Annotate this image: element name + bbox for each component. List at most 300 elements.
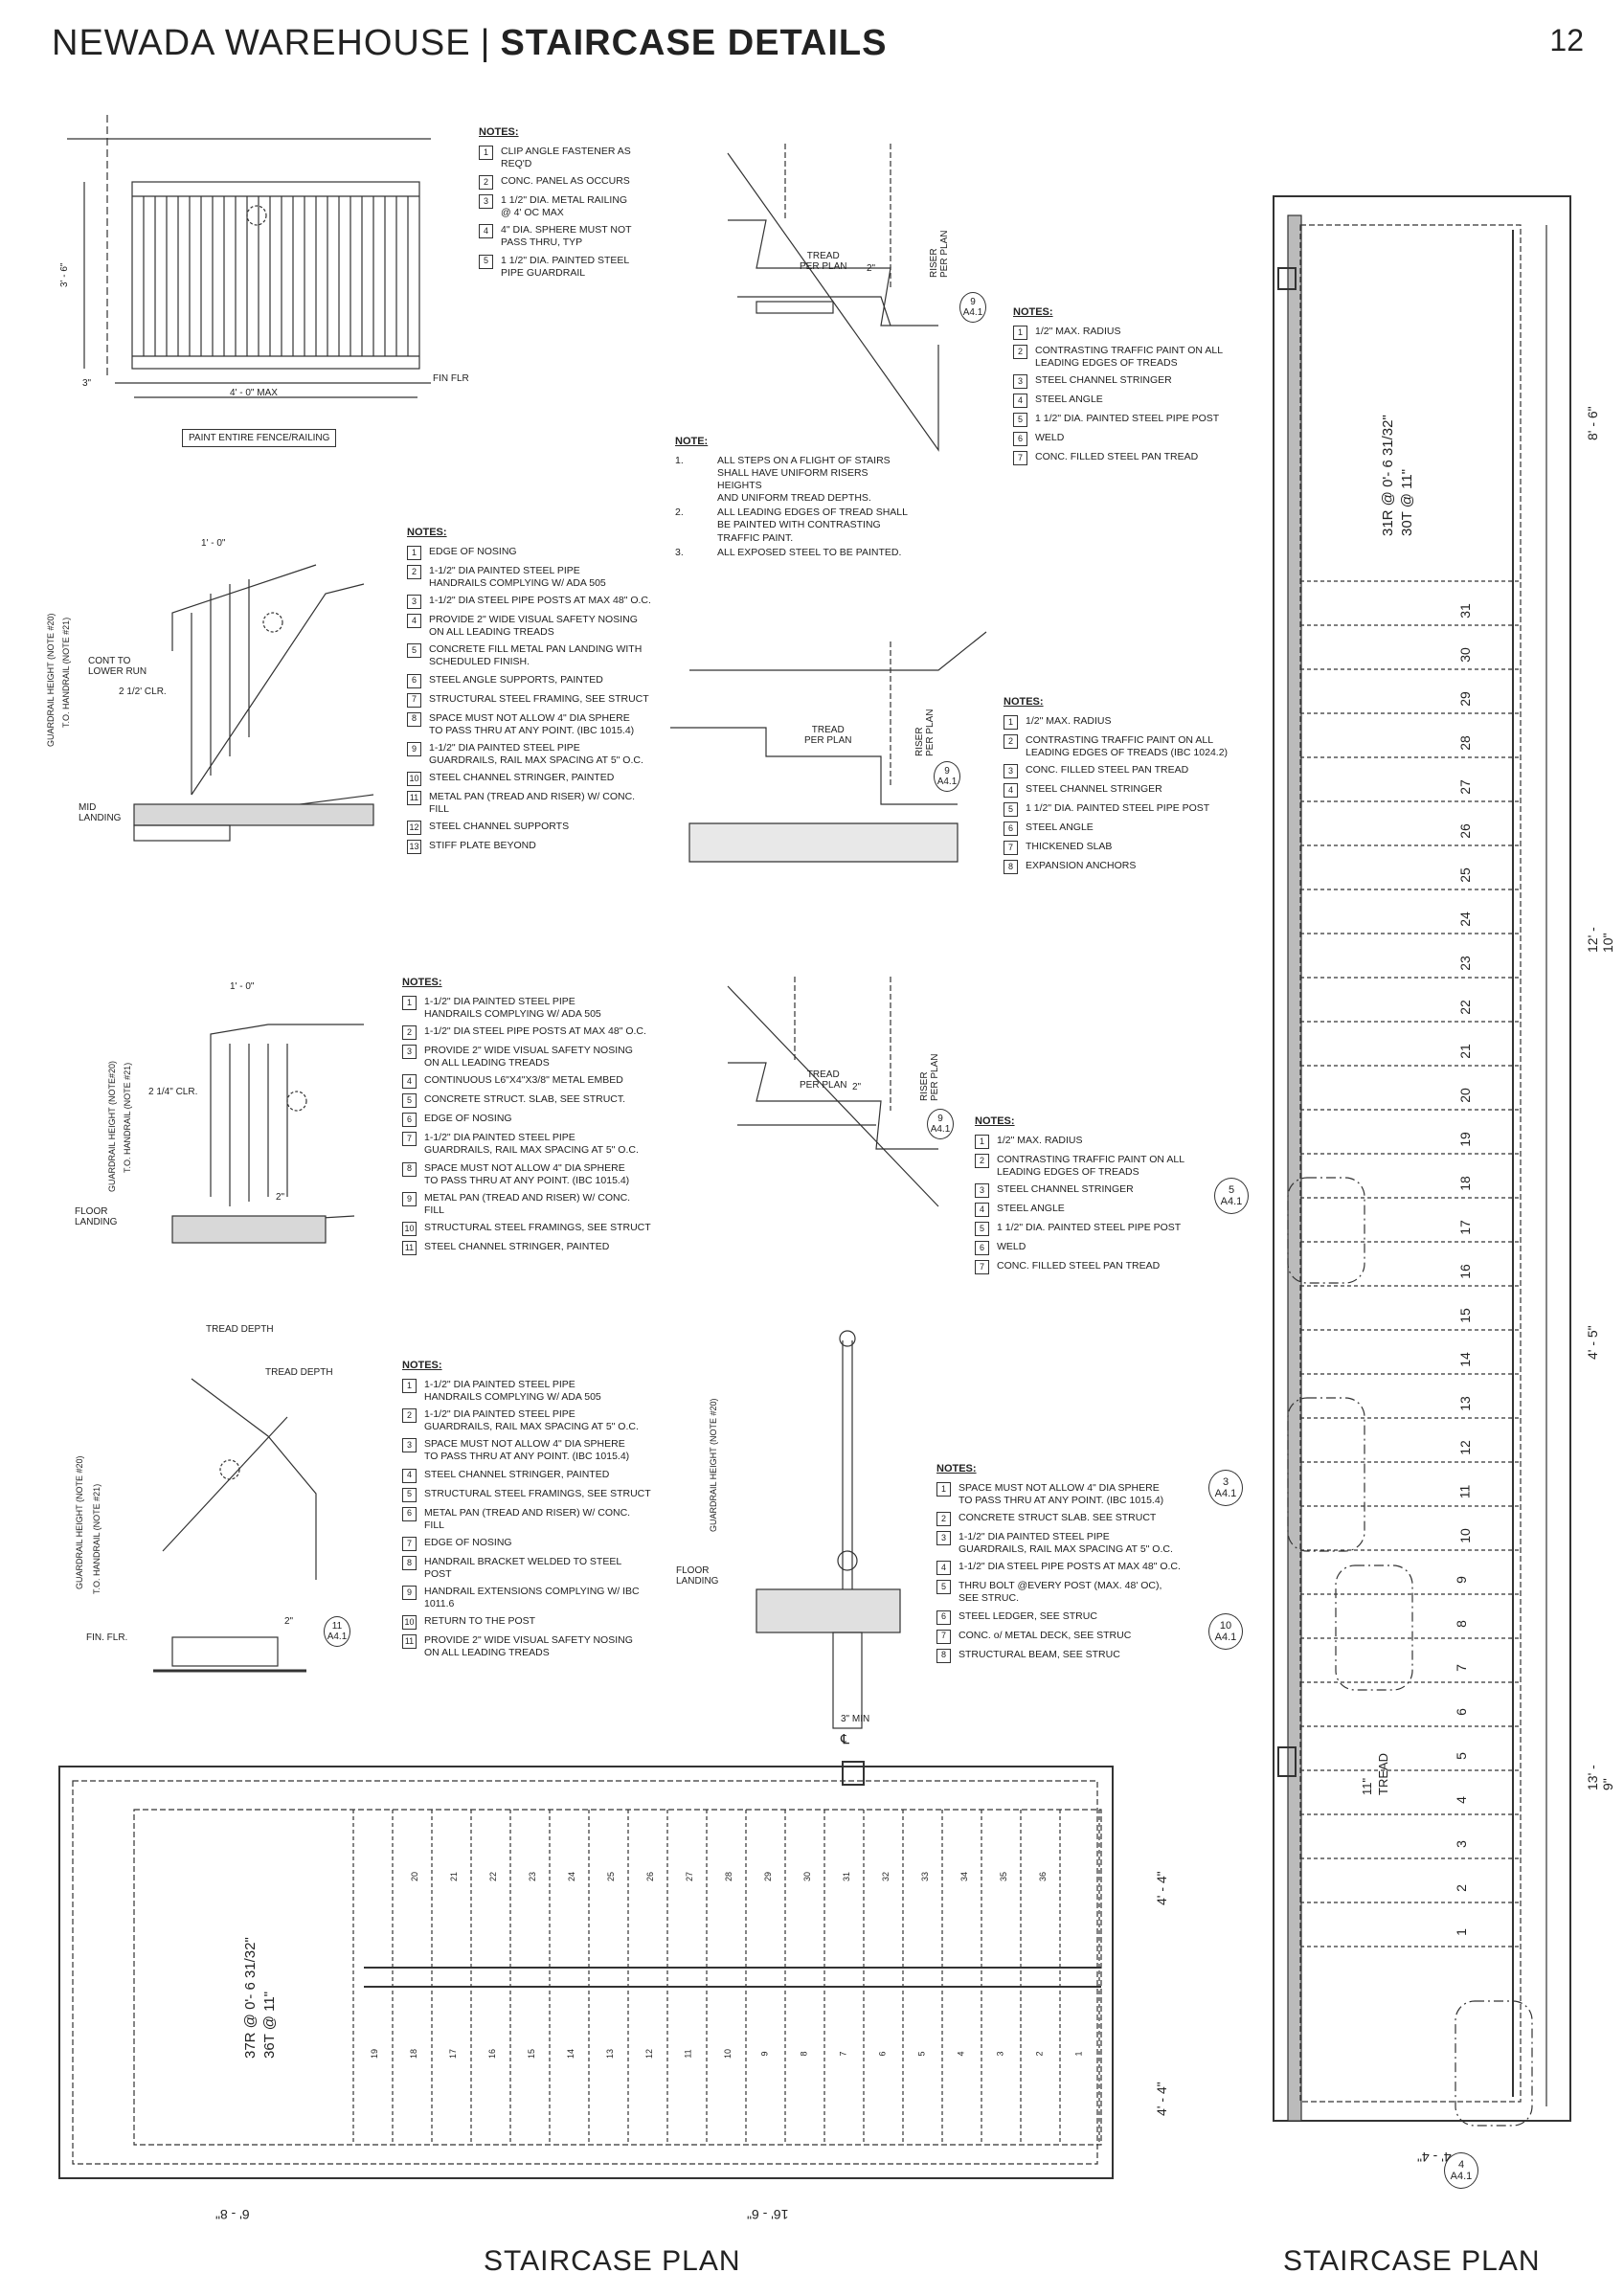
note-text: METAL PAN (TREAD AND RISER) W/ CONC. FILL xyxy=(424,1506,631,1531)
note-number: 3 xyxy=(407,595,421,609)
note-number: 4 xyxy=(1013,394,1027,408)
tread-number: 13 xyxy=(605,2048,616,2060)
step-number: 26 xyxy=(1456,823,1473,839)
note-number: 4 xyxy=(402,1469,417,1483)
note-text: 1-1/2" DIA STEEL PIPE POSTS AT MAX 48" O.C. xyxy=(959,1561,1181,1573)
step-number: 9 xyxy=(1453,1576,1469,1584)
tread-number: 25 xyxy=(606,1871,617,1882)
general-note-item xyxy=(675,547,914,559)
note-item xyxy=(1013,413,1243,427)
tread-number: 12 xyxy=(644,2048,655,2060)
sheet-title: STAIRCASE DETAILS xyxy=(500,23,888,63)
note-text: STEEL CHANNEL STRINGER xyxy=(1035,374,1172,386)
d7-guard: GUARDRAIL HEIGHT (NOTE #20) xyxy=(75,1455,84,1589)
note-text: EDGE OF NOSING xyxy=(424,1536,512,1548)
d8-guard: GUARDRAIL HEIGHT (NOTE #20) xyxy=(709,1398,718,1532)
note-text: 1-1/2" DIA STEEL PIPE POSTS AT MAX 48" O.C. xyxy=(429,595,651,606)
tread-number: 33 xyxy=(920,1871,931,1882)
note-number: 9 xyxy=(402,1586,417,1600)
detail-ref-bubble: 4 A4.1 xyxy=(1444,2152,1478,2189)
tread-number: 7 xyxy=(838,2051,848,2057)
note-item xyxy=(1013,374,1243,389)
note-item xyxy=(975,1241,1205,1255)
note-number: 1 xyxy=(936,1482,951,1497)
note-number: 2 xyxy=(479,175,493,190)
tread-number: 35 xyxy=(999,1871,1009,1882)
note-number: 6 xyxy=(975,1241,989,1255)
note-number: 4 xyxy=(936,1561,951,1575)
step-number: 16 xyxy=(1456,1264,1473,1279)
d3-cont: CONT TO LOWER RUN xyxy=(88,656,147,677)
notes-list xyxy=(975,1135,1205,1274)
detail-3-notes xyxy=(407,527,656,859)
note-text: STEEL CHANNEL SUPPORTS xyxy=(429,821,570,833)
note-text: SPACE MUST NOT ALLOW 4" DIA SPHERE TO PASS THRU AT ANY POINT. (IBC 1015.4) xyxy=(429,711,635,736)
note-text: 1-1/2" DIA PAINTED STEEL PIPE GUARDRAILS, RAIL MAX SPACING AT 5" O.C. xyxy=(959,1531,1173,1556)
note-text: SPACE MUST NOT ALLOW 4" DIA SPHERE TO PASS THRU AT ANY POINT. (IBC 1015.4) xyxy=(959,1481,1164,1506)
d7-tread-depth-1: TREAD DEPTH xyxy=(206,1324,274,1335)
notes-title: NOTES: xyxy=(402,977,442,988)
note-number: 5 xyxy=(407,643,421,658)
notes-title: NOTES: xyxy=(407,527,447,538)
step-number: 10 xyxy=(1456,1528,1473,1543)
step-number: 4 xyxy=(1453,1796,1469,1804)
note-text: HANDRAIL EXTENSIONS COMPLYING W/ IBC 1011.6 xyxy=(424,1586,640,1610)
note-item xyxy=(402,1507,651,1532)
detail-3-mid-landing xyxy=(134,565,373,841)
note-text: STEEL CHANNEL STRINGER xyxy=(997,1183,1134,1195)
d1-caption: PAINT ENTIRE FENCE/RAILING xyxy=(182,429,336,447)
d2-dim: 2" xyxy=(867,263,876,274)
note-number: 8 xyxy=(402,1162,417,1177)
plan-left-dim-lower: 4' - 4" xyxy=(1154,2082,1169,2116)
detail-2-general-notes xyxy=(675,436,914,561)
note-number: 2 xyxy=(402,1025,417,1040)
step-number: 25 xyxy=(1456,867,1473,883)
tread-number: 18 xyxy=(409,2048,419,2060)
note-item xyxy=(402,996,651,1021)
note-item xyxy=(402,1192,651,1217)
d4-ref: 9 A4.1 xyxy=(934,761,960,792)
detail-2-nosing-section xyxy=(728,144,938,450)
note-item xyxy=(1004,715,1233,730)
detail-5-notes xyxy=(402,977,651,1260)
note-text: EXPANSION ANCHORS xyxy=(1026,860,1137,871)
tread-number: 15 xyxy=(527,2048,537,2060)
note-number: 6 xyxy=(1004,822,1018,836)
note-text: 1-1/2" DIA PAINTED STEEL PIPE HANDRAILS COMPLYING W/ ADA 505 xyxy=(429,564,606,589)
note-text: 1/2" MAX. RADIUS xyxy=(997,1134,1083,1146)
note-text: THRU BOLT @EVERY POST (MAX. 48' OC), SEE STRUC. xyxy=(959,1580,1162,1605)
note-number: 7 xyxy=(1004,841,1018,855)
note-number: 4 xyxy=(975,1203,989,1217)
tread-number: 36 xyxy=(1038,1871,1049,1882)
note-text: 1 1/2" DIA. PAINTED STEEL PIPE POST xyxy=(1035,413,1220,424)
note-text: CONC. PANEL AS OCCURS xyxy=(501,175,630,187)
d7-dim: 2" xyxy=(284,1616,294,1627)
note-number: 5 xyxy=(402,1093,417,1108)
plan-left-outline xyxy=(59,1762,1113,2178)
note-text: CLIP ANGLE FASTENER AS REQ'D xyxy=(501,145,631,169)
note-text: CONC. FILLED STEEL PAN TREAD xyxy=(1035,451,1199,462)
step-number: 2 xyxy=(1453,1884,1469,1892)
note-number: 8 xyxy=(936,1649,951,1663)
note-item xyxy=(407,821,656,835)
note-number: 3 xyxy=(1004,764,1018,778)
note-item xyxy=(975,1222,1205,1236)
note-number: 5 xyxy=(402,1488,417,1502)
note-item xyxy=(407,546,656,560)
note-item xyxy=(936,1561,1185,1575)
notes-title: NOTES: xyxy=(1004,696,1044,708)
note-item xyxy=(479,146,642,170)
plan-right-dim-5: 4' - 4" xyxy=(1417,2150,1452,2165)
note-item xyxy=(402,1025,651,1040)
step-number: 31 xyxy=(1456,603,1473,619)
plan-right-risers: 31R @ 0'- 6 31/32" 30T @ 11" xyxy=(1380,415,1415,536)
note-text: STEEL ANGLE SUPPORTS, PAINTED xyxy=(429,673,603,686)
note-number: 8 xyxy=(402,1556,417,1570)
plan-left-title: STAIRCASE PLAN xyxy=(484,2245,741,2277)
note-number: 7 xyxy=(402,1537,417,1551)
d6-riser: RISER PER PLAN xyxy=(919,1053,940,1101)
note-number: 2 xyxy=(1013,345,1027,359)
tread-number: 26 xyxy=(645,1871,656,1882)
note-text: 1 1/2" DIA. PAINTED STEEL PIPE POST xyxy=(997,1222,1182,1233)
d7-tread-depth-2: TREAD DEPTH xyxy=(265,1367,333,1378)
step-number: 27 xyxy=(1456,779,1473,795)
step-number: 8 xyxy=(1453,1620,1469,1628)
note-text: 4" DIA. SPHERE MUST NOT PASS THRU, TYP xyxy=(501,224,632,249)
step-number: 13 xyxy=(1456,1396,1473,1411)
note-text: EDGE OF NOSING xyxy=(424,1113,512,1125)
note-number: 1 xyxy=(1013,326,1027,340)
detail-8-notes xyxy=(936,1463,1185,1668)
note-item xyxy=(479,255,642,280)
note-item xyxy=(975,1154,1205,1179)
notes-list xyxy=(402,996,651,1255)
note-item xyxy=(402,1222,651,1236)
tread-number: 4 xyxy=(956,2051,966,2057)
note-item xyxy=(402,1045,651,1069)
note-number: 6 xyxy=(402,1113,417,1127)
project-name: NEWADA WAREHOUSE xyxy=(52,23,471,63)
note-number: 3 xyxy=(402,1045,417,1059)
general-notes-list xyxy=(675,455,914,559)
plan-left-risers: 37R @ 0'- 6 31/32" 36T @ 11" xyxy=(242,1937,278,2059)
note-text: STRUCTURAL STEEL FRAMING, SEE STRUCT xyxy=(429,692,649,705)
notes-title: NOTES: xyxy=(479,126,519,138)
plan-left-dim-bottom-left: 6' - 8" xyxy=(215,2207,250,2222)
d7-ref: 11 A4.1 xyxy=(324,1616,350,1647)
note-number: 7 xyxy=(407,693,421,708)
note-number: 5 xyxy=(1004,802,1018,817)
note-item xyxy=(1013,394,1243,408)
tread-number: 21 xyxy=(449,1871,460,1882)
note-number: 1 xyxy=(402,1379,417,1393)
general-note-item xyxy=(675,455,914,506)
general-note-item xyxy=(675,506,914,544)
note-text: EDGE OF NOSING xyxy=(429,545,517,557)
d6-ref: 9 A4.1 xyxy=(927,1109,954,1139)
detail-ref-bubble: 3 A4.1 xyxy=(1208,1470,1243,1506)
note-number: 9 xyxy=(402,1192,417,1206)
note-text: STEEL CHANNEL STRINGER, PAINTED xyxy=(424,1468,610,1480)
notes-title: NOTES: xyxy=(936,1463,977,1474)
note-item xyxy=(936,1610,1185,1625)
note-number: 10 xyxy=(402,1615,417,1630)
note-text: WELD xyxy=(1035,432,1065,443)
notes-title: NOTES: xyxy=(402,1360,442,1371)
note-item xyxy=(479,194,642,219)
tread-number: 24 xyxy=(567,1871,577,1882)
note-number: 6 xyxy=(1013,432,1027,446)
note-item xyxy=(936,1630,1185,1644)
step-number: 12 xyxy=(1456,1440,1473,1455)
notes-list xyxy=(1013,326,1243,465)
note-item xyxy=(1013,345,1243,370)
tread-number: 32 xyxy=(881,1871,891,1882)
note-text: STEEL CHANNEL STRINGER xyxy=(1026,783,1162,795)
note-text: THICKENED SLAB xyxy=(1026,841,1113,852)
tread-number: 1 xyxy=(1073,2051,1084,2057)
note-item xyxy=(407,712,656,737)
notes-list xyxy=(407,546,656,855)
plan-right-tread: 11" TREAD xyxy=(1360,1752,1390,1795)
d4-tread: TREAD PER PLAN xyxy=(804,725,852,746)
step-number: 23 xyxy=(1456,956,1473,971)
note-item xyxy=(402,1634,651,1659)
note-text: 1 1/2" DIA. PAINTED STEEL PIPE GUARDRAIL xyxy=(501,254,630,279)
note-number: 10 xyxy=(402,1222,417,1236)
note-number: 3 xyxy=(402,1438,417,1452)
d3-guard: GUARDRAIL HEIGHT (NOTE #20) xyxy=(46,613,56,747)
step-number: 6 xyxy=(1453,1708,1469,1716)
tread-number: 5 xyxy=(916,2051,927,2057)
note-number: 1 xyxy=(402,996,417,1010)
note-number: 12 xyxy=(407,821,421,835)
note-number: 2 xyxy=(402,1408,417,1423)
note-item xyxy=(936,1512,1185,1526)
general-note-number: 2. xyxy=(675,506,684,519)
page-number: 12 xyxy=(1549,23,1584,57)
note-item xyxy=(402,1241,651,1255)
general-note-number: 3. xyxy=(675,546,684,558)
general-note-number: 1. xyxy=(675,454,684,466)
note-item xyxy=(936,1649,1185,1663)
note-number: 3 xyxy=(975,1183,989,1198)
note-text: CONCRETE STRUCT SLAB. SEE STRUCT xyxy=(959,1512,1157,1523)
note-text: 1/2" MAX. RADIUS xyxy=(1026,714,1112,727)
tread-number: 16 xyxy=(487,2048,498,2060)
plan-right-outline xyxy=(1274,196,1570,2126)
note-item xyxy=(407,791,656,816)
plan-right-title: STAIRCASE PLAN xyxy=(1283,2245,1541,2277)
general-note-text: ALL EXPOSED STEEL TO BE PAINTED. xyxy=(717,546,902,558)
note-number: 8 xyxy=(1004,860,1018,874)
note-number: 7 xyxy=(1013,451,1027,465)
note-item xyxy=(936,1531,1185,1556)
note-number: 1 xyxy=(975,1135,989,1149)
step-number: 19 xyxy=(1456,1132,1473,1147)
tread-number: 29 xyxy=(763,1871,774,1882)
note-text: 1/2" MAX. RADIUS xyxy=(1035,325,1121,337)
note-text: STRUCTURAL BEAM, SEE STRUC xyxy=(959,1648,1120,1660)
note-text: 1 1/2" DIA. METAL RAILING @ 4' OC MAX xyxy=(501,194,628,219)
note-number: 1 xyxy=(407,546,421,560)
plan-right-dim-1: 8' - 6" xyxy=(1585,406,1600,440)
note-text: CONTINUOUS L6"X4"X3/8" METAL EMBED xyxy=(424,1074,623,1087)
step-number: 29 xyxy=(1456,691,1473,707)
note-number: 5 xyxy=(1013,413,1027,427)
tread-number: 23 xyxy=(528,1871,538,1882)
general-note-text: ALL LEADING EDGES OF TREAD SHALL BE PAINTED WITH CONTRASTING TRAFFIC PAINT. xyxy=(717,506,908,544)
tread-number: 11 xyxy=(683,2049,693,2059)
note-number: 11 xyxy=(407,791,421,805)
general-notes-title: NOTE: xyxy=(675,436,709,447)
note-item xyxy=(1004,734,1233,759)
note-item xyxy=(402,1556,651,1581)
notes-list xyxy=(402,1379,651,1660)
note-text: CONCRETE STRUCT. SLAB, SEE STRUCT. xyxy=(424,1093,626,1106)
plan-right-dim-3: 4' - 5" xyxy=(1585,1325,1600,1360)
detail-5-floor-landing xyxy=(172,1024,364,1243)
note-text: CONTRASTING TRAFFIC PAINT ON ALL LEADING EDGES OF TREADS xyxy=(997,1153,1185,1178)
tread-number: 6 xyxy=(877,2051,888,2057)
step-number: 11 xyxy=(1456,1484,1473,1499)
note-text: CONTRASTING TRAFFIC PAINT ON ALL LEADING EDGES OF TREADS (IBC 1024.2) xyxy=(1026,733,1229,758)
step-number: 17 xyxy=(1456,1220,1473,1235)
note-item xyxy=(402,1113,651,1127)
note-text: 1-1/2" DIA STEEL PIPE POSTS AT MAX 48" O.C. xyxy=(424,1025,646,1037)
note-item xyxy=(407,840,656,854)
tread-number: 8 xyxy=(799,2051,809,2057)
note-number: 5 xyxy=(975,1222,989,1236)
detail-ref-bubble: 10 A4.1 xyxy=(1208,1613,1243,1650)
plan-right-dim-2: 12' - 10" xyxy=(1585,927,1615,953)
note-text: STRUCTURAL STEEL FRAMINGS, SEE STRUCT xyxy=(424,1487,651,1499)
d1-base-dim: 3" xyxy=(82,378,92,389)
note-number: 5 xyxy=(479,255,493,269)
note-number: 2 xyxy=(1004,734,1018,749)
tread-number: 19 xyxy=(370,2048,380,2060)
note-item xyxy=(1004,860,1233,874)
note-text: STEEL CHANNEL STRINGER, PAINTED xyxy=(429,772,615,783)
note-text: WELD xyxy=(997,1241,1026,1252)
step-number: 24 xyxy=(1456,912,1473,927)
note-text: CONCRETE FILL METAL PAN LANDING WITH SCHEDULED FINISH. xyxy=(429,643,643,668)
notes-list xyxy=(936,1482,1185,1663)
tread-number: 27 xyxy=(685,1871,695,1882)
note-text: STEEL LEDGER, SEE STRUC xyxy=(959,1609,1097,1622)
step-number: 5 xyxy=(1453,1752,1469,1760)
note-text: CONC. FILLED STEEL PAN TREAD xyxy=(997,1260,1161,1272)
note-text: 1-1/2" DIA PAINTED STEEL PIPE HANDRAILS COMPLYING W/ ADA 505 xyxy=(424,1378,601,1403)
note-number: 11 xyxy=(402,1241,417,1255)
note-item xyxy=(402,1586,651,1610)
note-text: PROVIDE 2" WIDE VISUAL SAFETY NOSING ON ALL LEADING TREADS xyxy=(424,1634,633,1659)
detail-6-nosing-section xyxy=(728,977,938,1206)
detail-2-notes xyxy=(1013,306,1243,470)
step-number: 22 xyxy=(1456,1000,1473,1015)
step-number: 18 xyxy=(1456,1176,1473,1191)
detail-6-notes xyxy=(975,1115,1205,1279)
note-text: PROVIDE 2" WIDE VISUAL SAFETY NOSING ON ALL LEADING TREADS xyxy=(424,1045,633,1069)
d3-handrail: T.O. HANDRAIL (NOTE #21) xyxy=(61,617,71,728)
step-number: 1 xyxy=(1453,1928,1469,1936)
note-number: 1 xyxy=(479,146,493,160)
note-text: METAL PAN (TREAD AND RISER) W/ CONC. FILL xyxy=(429,791,636,816)
step-number: 30 xyxy=(1456,647,1473,663)
note-number: 6 xyxy=(407,674,421,688)
step-number: 28 xyxy=(1456,735,1473,751)
plan-left-dim-upper: 4' - 4" xyxy=(1154,1871,1169,1905)
tread-number: 9 xyxy=(759,2051,770,2057)
note-item xyxy=(407,772,656,786)
d2-ref: 9 A4.1 xyxy=(959,292,986,323)
note-text: CONTRASTING TRAFFIC PAINT ON ALL LEADING EDGES OF TREADS xyxy=(1035,344,1224,369)
note-item xyxy=(975,1203,1205,1217)
note-item xyxy=(407,595,656,609)
note-item xyxy=(1004,841,1233,855)
note-item xyxy=(1004,764,1233,778)
note-item xyxy=(407,742,656,767)
note-text: HANDRAIL BRACKET WELDED TO STEEL POST xyxy=(424,1555,621,1580)
step-number: 3 xyxy=(1453,1840,1469,1848)
d7-handrail: T.O. HANDRAIL (NOTE #21) xyxy=(92,1483,102,1594)
tread-number: 2 xyxy=(1034,2051,1045,2057)
note-item xyxy=(402,1379,651,1404)
d5-guard: GUARDRAIL HEIGHT (NOTE#20) xyxy=(107,1060,117,1192)
note-text: STEEL CHANNEL STRINGER, PAINTED xyxy=(424,1241,610,1252)
note-item xyxy=(402,1615,651,1630)
note-text: 1-1/2" DIA PAINTED STEEL PIPE HANDRAILS COMPLYING W/ ADA 505 xyxy=(424,995,601,1020)
note-text: RETURN TO THE POST xyxy=(424,1615,536,1628)
d7-fin: FIN. FLR. xyxy=(86,1632,128,1643)
note-item xyxy=(1004,783,1233,798)
note-number: 7 xyxy=(975,1260,989,1274)
note-number: 8 xyxy=(407,712,421,727)
note-text: STRUCTURAL STEEL FRAMINGS, SEE STRUCT xyxy=(424,1222,651,1233)
step-number: 14 xyxy=(1456,1352,1473,1367)
detail-1-notes xyxy=(479,126,642,284)
note-item xyxy=(1013,432,1243,446)
d5-handrail: T.O. HANDRAIL (NOTE #21) xyxy=(123,1062,132,1173)
step-number: 15 xyxy=(1456,1308,1473,1323)
d3-clr: 2 1/2' CLR. xyxy=(119,687,167,697)
note-text: 1 1/2" DIA. PAINTED STEEL PIPE POST xyxy=(1026,802,1210,814)
note-number: 3 xyxy=(479,194,493,209)
note-number: 1 xyxy=(1004,715,1018,730)
note-item xyxy=(936,1482,1185,1507)
general-note-text: ALL STEPS ON A FLIGHT OF STAIRS SHALL HAVE UNIFORM RISERS HEIGHTS AND UNIFORM TREAD DEPTHS. xyxy=(717,454,891,505)
note-number: 9 xyxy=(407,742,421,756)
d1-width-dim: 4' - 0" MAX xyxy=(230,388,278,398)
notes-title: NOTES: xyxy=(975,1115,1015,1127)
step-number: 20 xyxy=(1456,1088,1473,1103)
d2-tread: TREAD PER PLAN xyxy=(800,251,847,272)
note-item xyxy=(975,1183,1205,1198)
tread-number: 17 xyxy=(448,2048,459,2060)
detail-1-railing-elevation xyxy=(67,115,431,397)
header-separator: | xyxy=(480,23,491,63)
detail-7-handrail-extension xyxy=(153,1379,316,1671)
d5-top-dim: 1' - 0" xyxy=(230,981,255,992)
d8-cl: ℄ xyxy=(841,1731,849,1746)
note-item xyxy=(975,1135,1205,1149)
note-text: STEEL ANGLE xyxy=(997,1203,1065,1214)
notes-list xyxy=(479,146,642,280)
